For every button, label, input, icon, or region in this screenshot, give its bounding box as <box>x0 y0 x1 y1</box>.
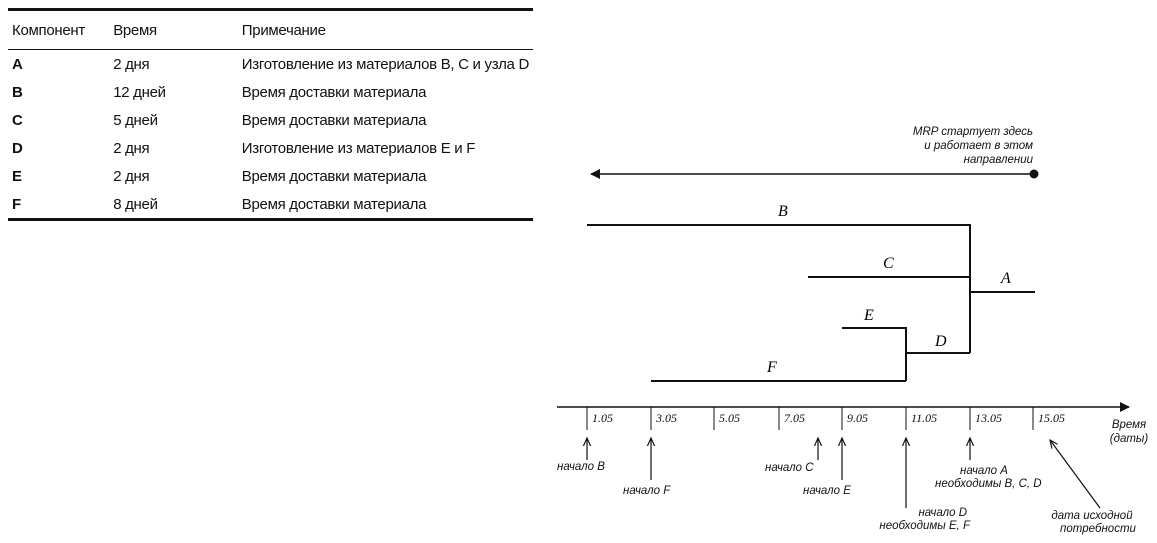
cell-note: Изготовление из материалов B, C и узла D <box>241 55 529 73</box>
tick-label: 5.05 <box>719 411 740 425</box>
cell-time: 5 дней <box>113 111 158 129</box>
label-d: D <box>935 333 947 350</box>
note-demand-date-line2: потребности <box>1060 523 1136 535</box>
mrp-start-dot <box>1030 170 1039 179</box>
label-f: F <box>767 359 777 376</box>
label-a: A <box>1001 270 1011 287</box>
tick-label: 1.05 <box>592 411 613 425</box>
mrp-note-line3: направлении <box>963 154 1033 166</box>
cell-time: 2 дня <box>113 139 150 157</box>
label-c: C <box>883 255 894 272</box>
cell-note: Изготовление из материалов E и F <box>241 139 476 157</box>
note-start-a-line2: необходимы B, C, D <box>935 478 1042 490</box>
note-start-d-line2: необходимы E, F <box>879 520 970 532</box>
event-arrows <box>587 438 1100 508</box>
product-structure-tree <box>587 225 1035 381</box>
header-note: Примечание <box>241 21 326 39</box>
cell-note: Время доставки материала <box>241 167 427 185</box>
axis-title-line1: Время <box>1111 419 1147 431</box>
cell-component: A <box>12 55 23 73</box>
branch-e-line <box>842 328 906 381</box>
tick-label: 15.05 <box>1038 411 1065 425</box>
note-start-c: начало C <box>765 462 814 474</box>
branch-b-line <box>587 225 970 353</box>
tick-label: 11.05 <box>911 411 938 425</box>
cell-time: 8 дней <box>113 195 158 213</box>
axis-ticks <box>587 407 1033 430</box>
cell-component: F <box>12 195 21 213</box>
note-demand-date-line1: дата исходной <box>1051 510 1133 522</box>
tick-label: 3.05 <box>656 411 677 425</box>
note-start-d-line1: начало D <box>918 507 967 519</box>
cell-note: Время доставки материала <box>241 195 427 213</box>
cell-component: B <box>12 83 23 101</box>
label-b: B <box>778 203 788 220</box>
mrp-note-line2: и работает в этом <box>924 140 1033 152</box>
cell-time: 2 дня <box>113 55 150 73</box>
axis-title-line2: (даты) <box>1109 433 1149 445</box>
cell-component: E <box>12 167 22 185</box>
tick-label: 9.05 <box>847 411 868 425</box>
cell-note: Время доставки материала <box>241 83 427 101</box>
note-start-b: начало B <box>557 461 605 473</box>
arrow-demand-date <box>1050 440 1100 508</box>
cell-time: 2 дня <box>113 167 150 185</box>
note-start-f: начало F <box>623 485 671 497</box>
note-start-e: начало E <box>803 485 851 497</box>
label-e: E <box>864 307 874 324</box>
cell-component: C <box>12 111 23 129</box>
header-time: Время <box>113 21 157 39</box>
cell-component: D <box>12 139 23 157</box>
cell-time: 12 дней <box>113 83 166 101</box>
mrp-note-line1: MRP стартует здесь <box>912 126 1033 138</box>
note-start-a-line1: начало A <box>960 465 1008 477</box>
header-component: Компонент <box>12 21 85 39</box>
cell-note: Время доставки материала <box>241 111 427 129</box>
tick-label: 13.05 <box>975 411 1002 425</box>
tick-label: 7.05 <box>784 411 805 425</box>
